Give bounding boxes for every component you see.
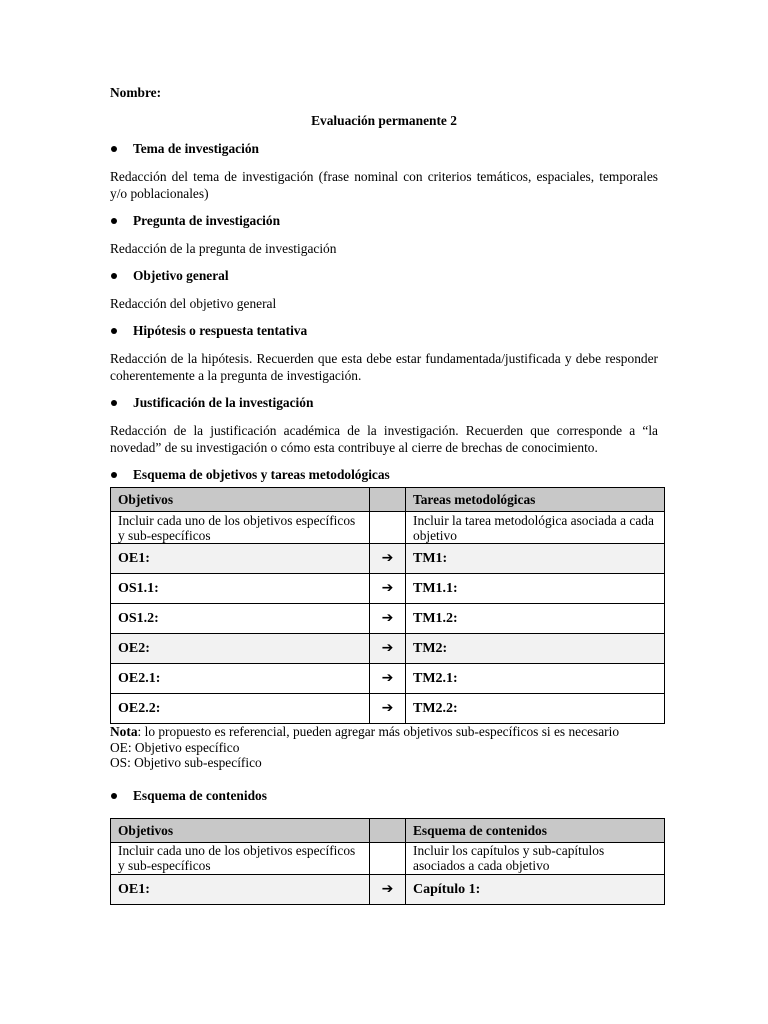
section-heading-text: Pregunta de investigación	[133, 213, 281, 228]
section-heading-text: Justificación de la investigación	[133, 395, 314, 410]
table-header-row	[111, 818, 665, 842]
objective-cell: OS1.1:	[111, 574, 370, 604]
objective-cell: OE2.1:	[111, 664, 370, 694]
section-text-objetivo: Redacción del objetivo general	[110, 296, 277, 311]
table-header-row	[111, 488, 665, 512]
note-line	[110, 724, 658, 740]
bullet-icon	[111, 400, 117, 406]
table-row	[111, 664, 665, 694]
header-cell-tareas: Tareas metodológicas	[406, 488, 665, 512]
note-oe: OE: Objetivo específico	[110, 739, 240, 755]
header-cell-contenidos: Esquema de contenidos	[406, 818, 665, 842]
arrow-cell	[370, 694, 406, 724]
instruction-cell-blank	[370, 842, 406, 874]
section-heading-hipotesis	[110, 322, 658, 340]
section-heading-text: Tema de investigación	[133, 141, 259, 156]
task-cell: TM1.2:	[406, 604, 665, 634]
section-text-pregunta: Redacción de la pregunta de investigación	[110, 241, 337, 256]
arrow-cell	[370, 634, 406, 664]
table-row	[111, 604, 665, 634]
header-cell-blank	[370, 488, 406, 512]
task-cell: TM2:	[406, 634, 665, 664]
contents-table	[110, 818, 665, 905]
header-cell-objetivos: Objetivos	[111, 818, 370, 842]
section-text-hipotesis: Redacción de la hipótesis. Recuerden que esta debe estar fundamentada/justificada y debe responder coherentemente a la pregunta de investigación.	[110, 351, 658, 383]
instruction-cell-right: Incluir la tarea metodológica asociada a cada objetivo	[406, 512, 665, 544]
arrow-cell	[370, 574, 406, 604]
section-text-justificacion: Redacción de la justificación académica de la investigación. Recuerden que corresponde a “la novedad” de su investigación o cómo esta contribuye al cierre de brechas de conocimiento.	[110, 423, 658, 455]
note-text: : lo propuesto es referencial, pueden agregar más objetivos sub-específicos si es necesario	[137, 724, 620, 739]
bullet-icon	[111, 472, 117, 478]
document-title: Evaluación permanente 2	[311, 113, 457, 128]
arrow-right-icon: ➔	[381, 670, 394, 686]
bullet-icon	[111, 328, 117, 334]
objective-cell: OE2:	[111, 634, 370, 664]
bullet-icon	[111, 273, 117, 279]
section-heading-pregunta	[110, 212, 658, 230]
table-row	[111, 634, 665, 664]
section-heading-text: Esquema de objetivos y tareas metodológicas	[133, 467, 390, 482]
arrow-right-icon: ➔	[381, 550, 394, 566]
section-heading-esquema-objetivos	[110, 466, 658, 484]
arrow-right-icon: ➔	[381, 640, 394, 656]
task-cell: TM2.2:	[406, 694, 665, 724]
task-cell: TM2.1:	[406, 664, 665, 694]
name-label: Nombre:	[110, 85, 162, 100]
instruction-cell-blank	[370, 512, 406, 544]
note-label: Nota	[110, 724, 138, 739]
objective-cell: OS1.2:	[111, 604, 370, 634]
note-os: OS: Objetivo sub-específico	[110, 755, 262, 770]
section-heading-text: Hipótesis o respuesta tentativa	[133, 323, 308, 338]
section-heading-justificacion	[110, 394, 658, 412]
arrow-right-icon: ➔	[381, 580, 394, 596]
section-heading-objetivo	[110, 267, 658, 285]
bullet-icon	[111, 146, 117, 152]
arrow-right-icon: ➔	[381, 700, 394, 716]
bullet-icon	[111, 793, 117, 799]
objective-cell: OE2.2:	[111, 694, 370, 724]
section-heading-text: Esquema de contenidos	[133, 787, 267, 803]
document-page	[110, 84, 658, 905]
arrow-cell	[370, 604, 406, 634]
bullet-icon	[111, 218, 117, 224]
table-instruction-row	[111, 512, 665, 544]
task-cell: TM1:	[406, 544, 665, 574]
arrow-cell	[370, 874, 406, 904]
table-row	[111, 694, 665, 724]
content-cell: Capítulo 1:	[406, 874, 665, 904]
section-heading-text: Objetivo general	[133, 268, 229, 283]
objective-cell: OE1:	[111, 874, 370, 904]
objectives-tasks-table	[110, 487, 665, 724]
table-row	[111, 574, 665, 604]
instruction-cell-left: Incluir cada uno de los objetivos específicos y sub-específicos	[111, 512, 370, 544]
arrow-right-icon: ➔	[381, 610, 394, 626]
header-cell-objetivos: Objetivos	[111, 488, 370, 512]
arrow-right-icon: ➔	[381, 880, 394, 897]
table-row	[111, 544, 665, 574]
table-instruction-row	[111, 842, 665, 874]
objective-cell: OE1:	[111, 544, 370, 574]
section-heading-tema	[110, 140, 658, 158]
arrow-cell	[370, 544, 406, 574]
table-row	[111, 874, 665, 904]
section-heading-esquema-contenidos	[110, 787, 658, 805]
arrow-cell	[370, 664, 406, 694]
task-cell: TM1.1:	[406, 574, 665, 604]
instruction-cell-left: Incluir cada uno de los objetivos específicos y sub-específicos	[111, 842, 370, 874]
header-cell-blank	[370, 818, 406, 842]
section-text-tema: Redacción del tema de investigación (frase nominal con criterios temáticos, espaciales, temporales y/o poblacionales)	[110, 169, 658, 201]
instruction-cell-right: Incluir los capítulos y sub-capítulos asociados a cada objetivo	[406, 842, 665, 874]
